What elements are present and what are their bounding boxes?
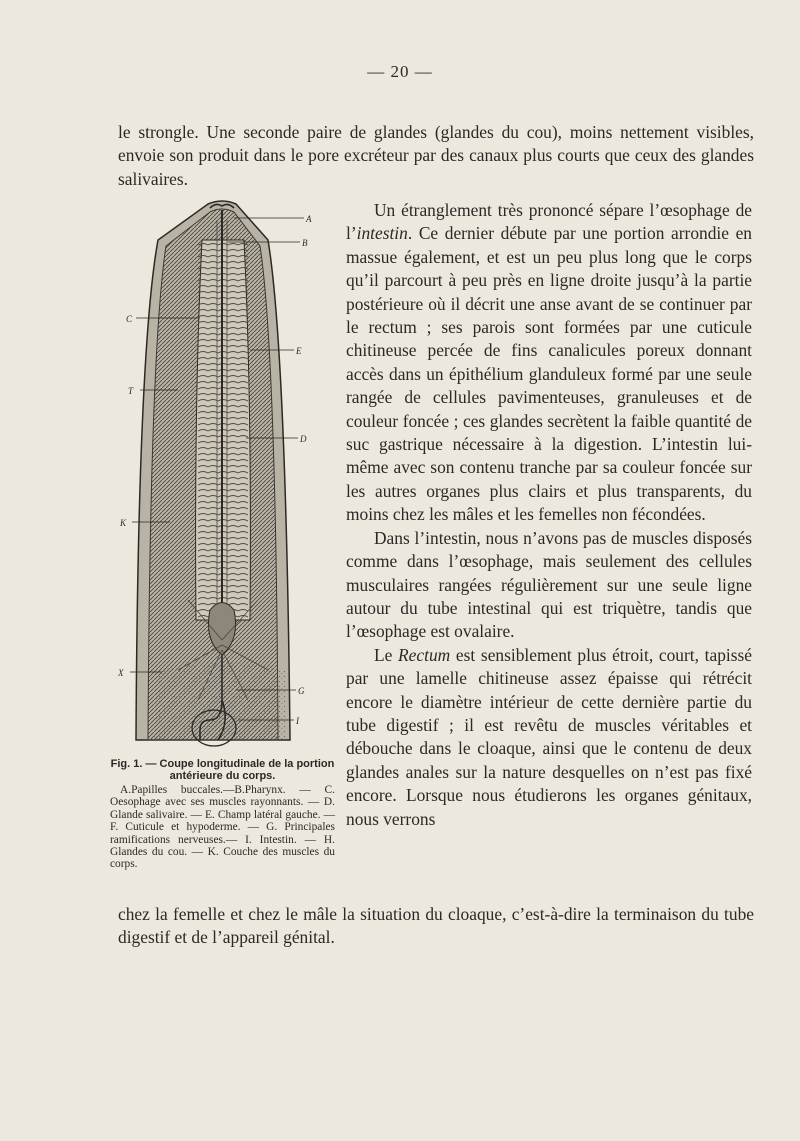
label-t: T (128, 386, 134, 396)
intestin-pre: Un étranglement très prononcé sépare l’œsophage de l’ (346, 200, 752, 244)
label-x: X (118, 668, 124, 678)
label-d: D (300, 434, 307, 444)
rectum-paragraph (346, 644, 752, 831)
right-column (346, 199, 752, 831)
figure-longitudinal-section (118, 200, 330, 756)
page-number: — 20 — (367, 62, 433, 81)
rectum-pre: Le (374, 644, 399, 665)
intestine-area (154, 663, 286, 741)
label-b: B (302, 238, 308, 248)
outro-text: chez la femelle et chez le mâle la situation du cloaque, c’est-à-dire la terminaison du tube digestif et de l’appareil génital. (118, 904, 754, 948)
caption-text: A.Papilles buccales.—B.Pharynx. — C. Oesophage avec ses muscles rayonnants. — D. Glande salivaire. — E. Champ latéral gauche. — F. Cuticule et hypoderme. — G. Principales ramifications nerveuses.— I. Intestin. — H. Glandes du cou. — K. Couche des muscles du corps. (110, 784, 335, 871)
figure-caption (110, 758, 335, 871)
caption-title: Fig. 1. — Coupe longitudinale de la portion antérieure du corps. (110, 758, 335, 782)
label-e: E (296, 346, 302, 356)
label-i: I (296, 716, 299, 726)
label-g: G (298, 686, 305, 696)
outro-paragraph (118, 903, 754, 950)
intro-paragraph (118, 121, 754, 191)
label-a: A (306, 214, 312, 224)
rectum-term: Rectum (398, 644, 451, 665)
intestin-post: . Ce dernier débute par une portion arrondie en massue également, et est un peu plus long que le corps qu’il parcourt à peu près en ligne droite jusqu’à la partie postérieure où il décrit une anse avant de se continuer par le rectum ; ses parois sont formées par une cuticule chitineuse percée de fins canalicules poreux donnant accès dans un épithélium glanduleux formé par une seule rangée de cellules pavimenteuses, granuleuses et de couleur foncée ; ces glandes secrètent la faible quantité de suc gastrique nécessaire à la digestion. L’intestin lui-même avec son contenu tranche par sa couleur foncée sur les autres organes plus clairs et plus transparents, du moins chez les mâles et les femelles non fécondées. (346, 223, 752, 525)
intestin-paragraph (346, 199, 752, 527)
intro-text: le strongle. Une seconde paire de glandes (glandes du cou), moins nettement visibles, envoie son produit dans le pore excréteur par des canaux plus courts que ceux des glandes salivaires. (118, 122, 754, 189)
muscles-paragraph: Dans l’intestin, nous n’avons pas de muscles disposés comme dans l’œsophage, mais seulement des cellules musculaires rangées régulièrement sur une seule ligne autour du tube intestinal qui est triquètre, tandis que l’œsophage est ovalaire. (346, 527, 752, 642)
intestin-term: intestin (356, 223, 408, 244)
label-k: K (120, 518, 127, 528)
nematode-illustration (118, 200, 330, 756)
label-c: C (126, 314, 133, 324)
rectum-post: est sensiblement plus étroit, court, tapissé par une lamelle chitineuse assez épaisse qui rétrécit encore le diamètre intérieur de cette dernière partie du tube digestif ; il est revêtu de muscles véritables et débouche dans le cloaque, ainsi que le contenu de deux glandes anales sur la nature desquelles on n’est pas fixé encore. Lorsque nous étudierons les organes génitaux, nous verrons (346, 644, 752, 829)
